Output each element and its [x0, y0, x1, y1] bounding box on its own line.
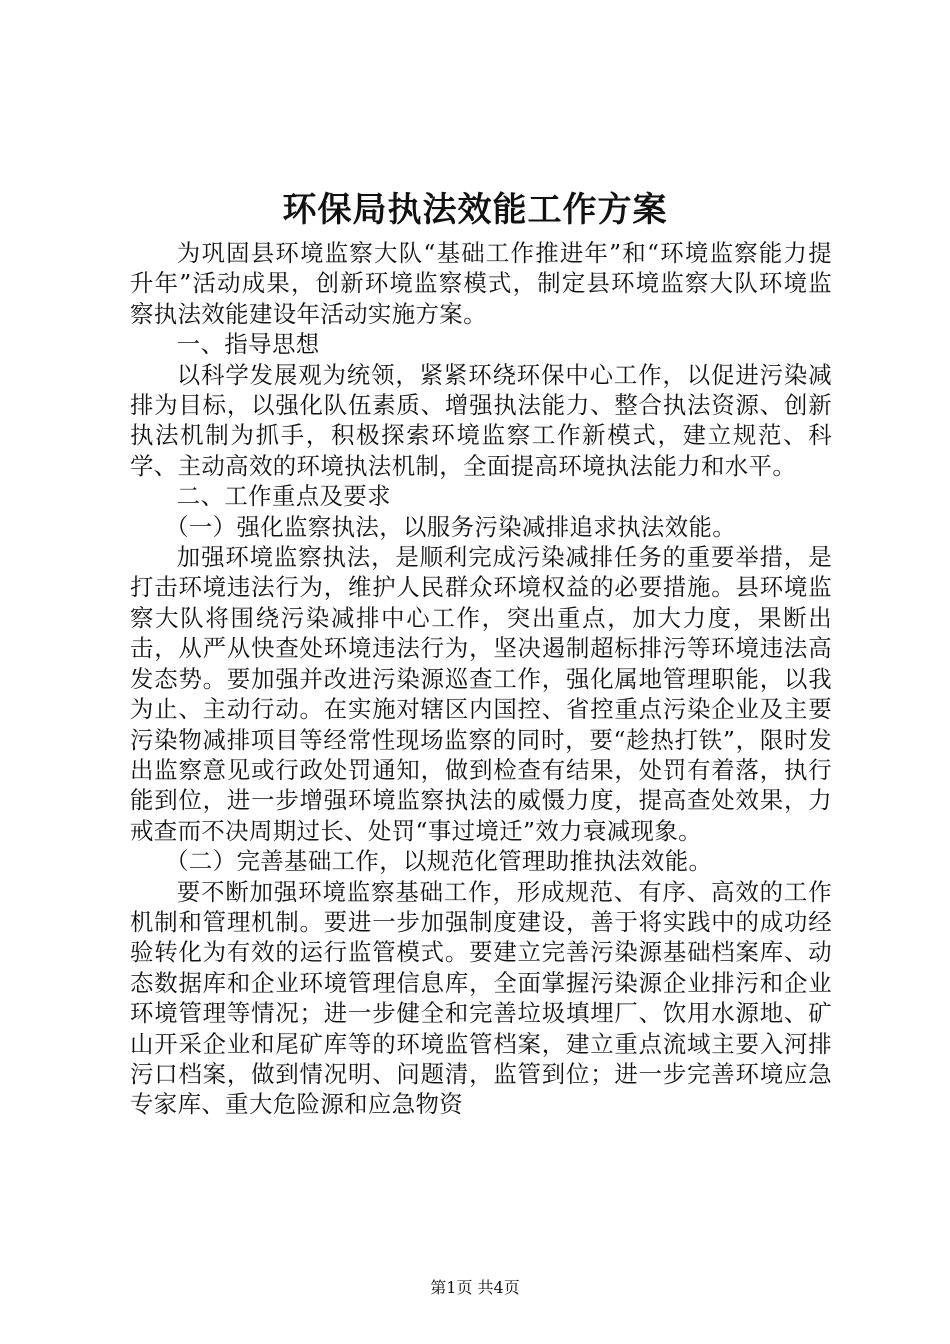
paragraph-intro: 为巩固县环境监察大队“基础工作推进年”和“环境监察能力提升年”活动成果，创新环境监察模式，制定县环境监察大队环境监察执法效能建设年活动实施方案。	[130, 239, 832, 328]
subsection-heading-1: （一）强化监察执法，以服务污染减排追求执法效能。	[165, 512, 737, 541]
paragraph-foundation-work: 要不断加强环境监察基础工作，形成规范、有序、高效的工作机制和管理机制。要进一步加强制度建设，善于将实践中的成功经验转化为有效的运行监管模式。要建立完善污染源基础档案库、动态数据库和企业环境管理信息库，全面掌握污染源企业排污和企业环境管理等情况；进一步健全和完善垃圾填埋厂、饮用水源地、矿山开采企业和尾矿库等的环境监管档案，建立重点流域主要入河排污口档案，做到情况明、问题清，监管到位；进一步完善环境应急专家库、重大危险源和应急物资	[130, 877, 832, 1119]
paragraph-enforcement: 加强环境监察执法，是顺利完成污染减排任务的重要举措，是打击环境违法行为，维护人民群众环境权益的必要措施。县环境监察大队将围绕污染减排中心工作，突出重点，加大力度，果断出击，从严从快查处环境违法行为，坚决遏制超标排污等环境违法高发态势。要加强并改进污染源巡查工作，强化属地管理职能，以我为止、主动行动。在实施对辖区内国控、省控重点污染企业及主要污染物减排项目等经常性现场监察的同时，要“趁热打铁”，限时发出监察意见或行政处罚通知，做到检查有结果，处罚有着落，执行能到位，进一步增强环境监察执法的威慑力度，提高查处效果，力戒查而不决周期过长、处罚“事过境迁”效力衰减现象。	[130, 543, 832, 845]
document-title: 环保局执法效能工作方案	[282, 190, 668, 230]
section-heading-guiding-ideology: 一、指导思想	[176, 330, 320, 359]
subsection-heading-2: （二）完善基础工作，以规范化管理助推执法效能。	[165, 847, 713, 876]
document-body	[130, 238, 832, 1120]
section-heading-work-focus: 二、工作重点及要求	[176, 482, 391, 511]
page-footer: 第1页 共4页	[430, 1278, 520, 1297]
paragraph-guiding-ideology: 以科学发展观为统领，紧紧环绕环保中心工作，以促进污染减排为目标，以强化队伍素质、增强执法能力、整合执法资源、创新执法机制为抓手，积极探索环境监察工作新模式，建立规范、科学、主动高效的环境执法机制，全面提高环境执法能力和水平。	[130, 360, 832, 480]
